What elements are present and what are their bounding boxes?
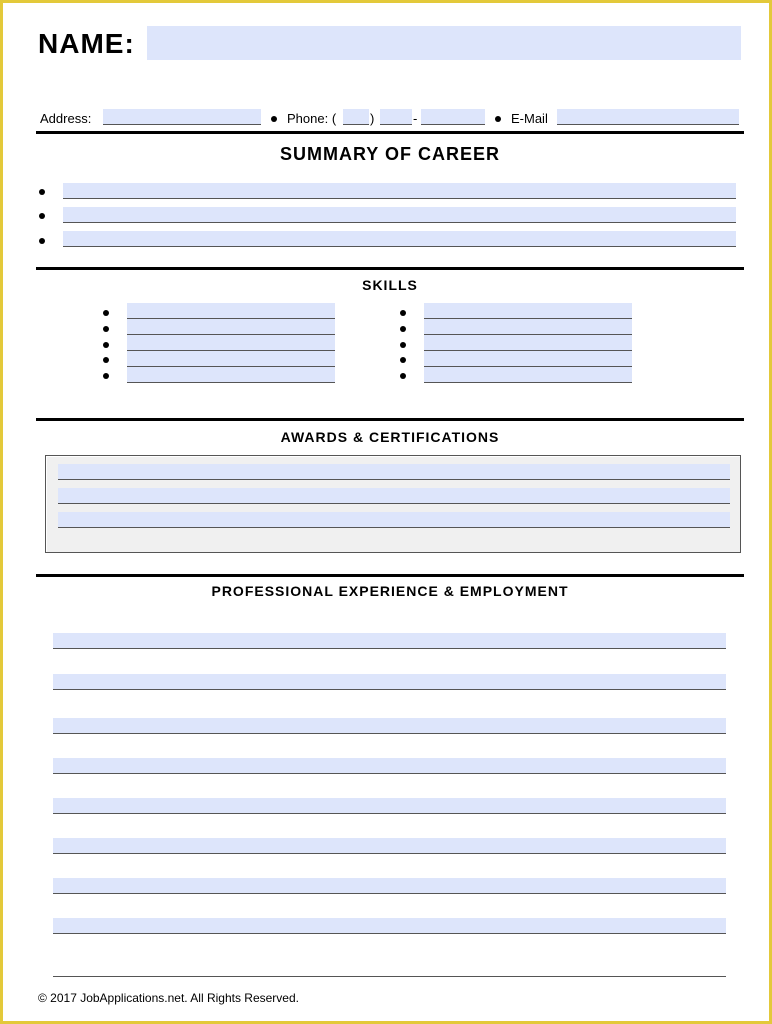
experience-line-3[interactable] (53, 718, 726, 734)
contact-bullet (271, 116, 277, 122)
summary-heading: SUMMARY OF CAREER (279, 144, 500, 164)
name-label: NAME: (38, 28, 135, 59)
skill-left-4[interactable] (127, 351, 335, 367)
summary-line-3[interactable] (63, 231, 736, 247)
contact-bullet (495, 116, 501, 122)
skill-right-1[interactable] (424, 303, 632, 319)
address-field[interactable] (103, 109, 261, 125)
phone-dash: - (413, 111, 418, 126)
phone-area-code-field[interactable] (343, 109, 369, 125)
experience-heading: PROFESSIONAL EXPERIENCE & EMPLOYMENT (211, 583, 569, 599)
phone-prefix-field[interactable] (380, 109, 412, 125)
skill-right-5[interactable] (424, 367, 632, 383)
skill-left-1[interactable] (127, 303, 335, 319)
skill-bullet (400, 310, 406, 316)
skill-right-3[interactable] (424, 335, 632, 351)
skill-bullet (103, 373, 109, 379)
section-divider (36, 418, 744, 421)
experience-line-8[interactable] (53, 918, 726, 934)
experience-line-4[interactable] (53, 758, 726, 774)
phone-line-field[interactable] (421, 109, 485, 125)
email-field[interactable] (557, 109, 739, 125)
skill-right-2[interactable] (424, 319, 632, 335)
experience-line-2[interactable] (53, 674, 726, 690)
address-label: Address: (40, 111, 92, 126)
skill-left-2[interactable] (127, 319, 335, 335)
skill-bullet (103, 326, 109, 332)
name-field[interactable] (147, 26, 741, 60)
experience-bottom-line (53, 976, 726, 977)
summary-bullet (39, 238, 45, 244)
email-label: E-Mail (511, 111, 548, 126)
award-line-2[interactable] (58, 488, 730, 504)
summary-bullet (39, 213, 45, 219)
section-divider (36, 267, 744, 270)
skill-bullet (400, 357, 406, 363)
skill-bullet (103, 310, 109, 316)
skill-left-3[interactable] (127, 335, 335, 351)
experience-line-5[interactable] (53, 798, 726, 814)
award-line-1[interactable] (58, 464, 730, 480)
copyright-text: © 2017 JobApplications.net. All Rights Reserved. (38, 991, 299, 1005)
phone-close-paren: ) (370, 111, 375, 126)
skills-heading: SKILLS (362, 277, 418, 293)
section-divider (36, 574, 744, 577)
skill-right-4[interactable] (424, 351, 632, 367)
experience-line-7[interactable] (53, 878, 726, 894)
skill-bullet (103, 357, 109, 363)
skill-left-5[interactable] (127, 367, 335, 383)
skill-bullet (103, 342, 109, 348)
summary-bullet (39, 189, 45, 195)
summary-line-1[interactable] (63, 183, 736, 199)
skill-bullet (400, 342, 406, 348)
experience-line-6[interactable] (53, 838, 726, 854)
award-line-3[interactable] (58, 512, 730, 528)
skill-bullet (400, 326, 406, 332)
skill-bullet (400, 373, 406, 379)
section-divider (36, 131, 744, 134)
awards-heading: AWARDS & CERTIFICATIONS (280, 429, 500, 445)
phone-label: Phone: ( (287, 111, 337, 126)
summary-line-2[interactable] (63, 207, 736, 223)
experience-line-1[interactable] (53, 633, 726, 649)
